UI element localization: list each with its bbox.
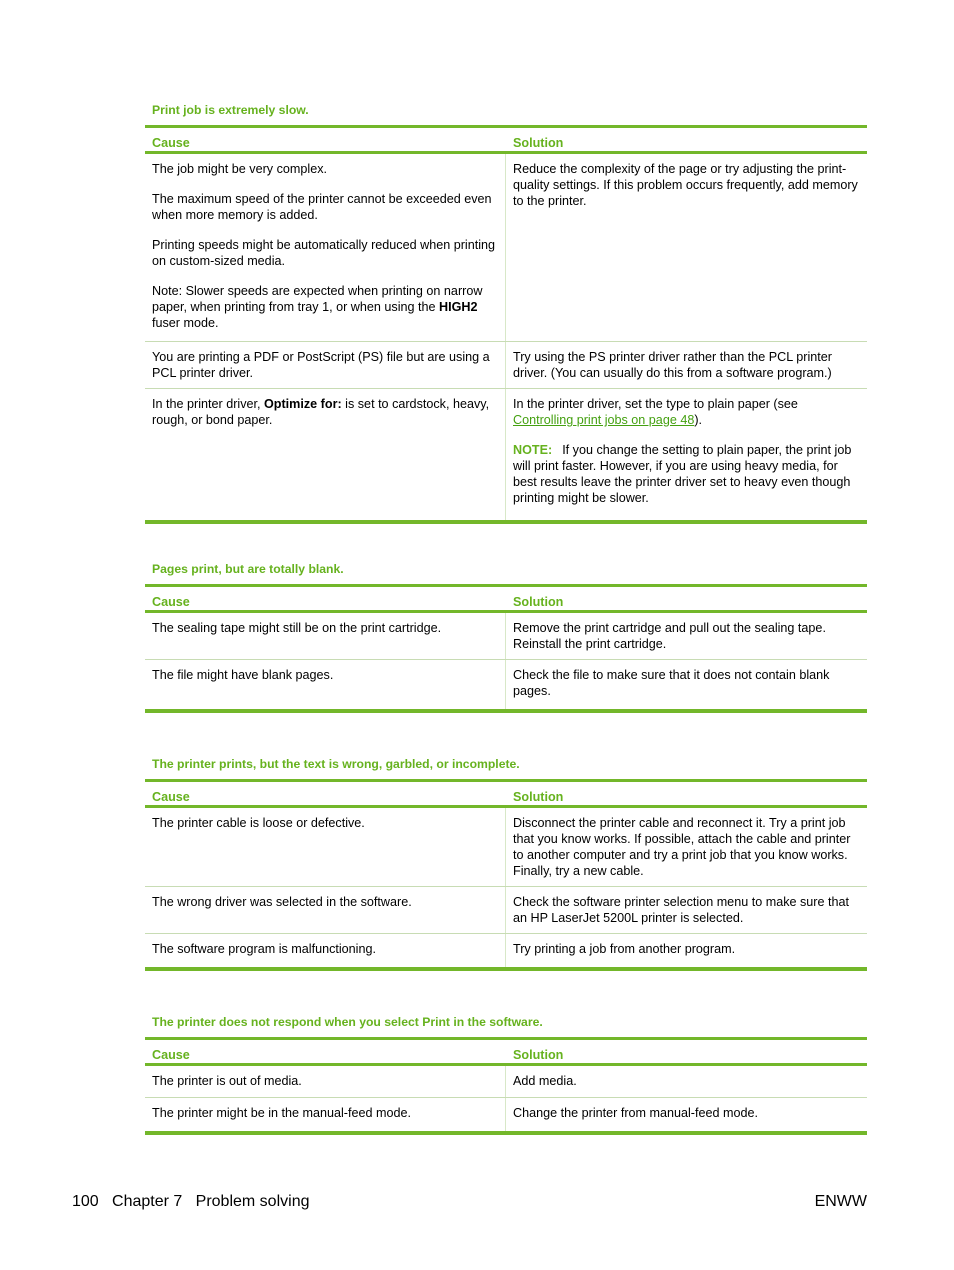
solution-text-end: ). bbox=[694, 413, 703, 427]
cause-note bbox=[152, 283, 499, 331]
cause-header: Cause bbox=[145, 782, 506, 805]
troubleshooting-table bbox=[145, 125, 867, 524]
cause-text: The wrong driver was selected in the software. bbox=[152, 895, 412, 909]
solution-text: Remove the print cartridge and pull out the sealing tape. Reinstall the print cartridge. bbox=[513, 621, 826, 651]
cause-text: The file might have blank pages. bbox=[152, 668, 334, 682]
table-caption: The printer prints, but the text is wrong, garbled, or incomplete. bbox=[152, 757, 520, 771]
cause-text: The maximum speed of the printer cannot be exceeded even when more memory is added. bbox=[152, 192, 492, 222]
solution-header: Solution bbox=[513, 595, 564, 609]
cause-text-start: In the printer driver, bbox=[152, 397, 264, 411]
table-row bbox=[145, 1098, 867, 1135]
section-garbled-text bbox=[145, 757, 867, 956]
solution-cell bbox=[506, 808, 867, 886]
troubleshooting-table bbox=[145, 584, 867, 713]
solution-text: Try printing a job from another program. bbox=[513, 942, 736, 956]
solution-text bbox=[513, 396, 861, 428]
table-header bbox=[145, 1037, 867, 1066]
solution-header: Solution bbox=[513, 1048, 564, 1062]
table-row bbox=[145, 389, 867, 524]
solution-cell bbox=[506, 934, 867, 967]
cause-text: Printing speeds might be automatically reduced when printing on custom-sized media. bbox=[152, 238, 496, 268]
table-header bbox=[145, 125, 867, 154]
table-row bbox=[145, 1066, 867, 1098]
section-blank-pages bbox=[145, 562, 867, 698]
solution-cell bbox=[506, 1066, 867, 1097]
solution-cell bbox=[506, 389, 867, 520]
table-caption: Pages print, but are totally blank. bbox=[152, 562, 344, 576]
solution-cell bbox=[506, 154, 867, 341]
solution-text: Reduce the complexity of the page or try adjusting the print-quality settings. If this problem occurs frequently, add memory to the printer. bbox=[513, 162, 858, 208]
section-slow-print bbox=[145, 103, 867, 505]
troubleshooting-table bbox=[145, 1037, 867, 1135]
controlling-print-jobs-link[interactable]: Controlling print jobs on page 48 bbox=[513, 413, 695, 427]
chapter-label: Chapter 7 bbox=[112, 1193, 183, 1210]
cause-note-bold: HIGH2 bbox=[439, 300, 478, 314]
table-row bbox=[145, 660, 867, 713]
chapter-title: Problem solving bbox=[195, 1193, 310, 1210]
note-text: If you change the setting to plain paper, the print job will print faster. However, if you are using heavy media, for best results leave the printer driver set to heavy even though printing might be slower. bbox=[513, 443, 852, 505]
solution-header: Solution bbox=[513, 136, 564, 150]
cause-option-name: Optimize for: bbox=[264, 397, 342, 411]
cause-cell bbox=[145, 887, 506, 933]
note bbox=[513, 442, 861, 506]
cause-text: The printer is out of media. bbox=[152, 1074, 302, 1088]
table-caption: The printer does not respond when you select Print in the software. bbox=[152, 1015, 543, 1029]
cause-cell bbox=[145, 934, 506, 967]
table-header bbox=[145, 584, 867, 613]
troubleshooting-table bbox=[145, 779, 867, 971]
cause-header: Cause bbox=[145, 1040, 506, 1063]
cause-text: You are printing a PDF or PostScript (PS) file but are using a PCL printer driver. bbox=[152, 350, 490, 380]
solution-text: Add media. bbox=[513, 1074, 577, 1088]
cause-cell bbox=[145, 154, 506, 341]
solution-cell bbox=[506, 613, 867, 659]
cause-text: The job might be very complex. bbox=[152, 162, 327, 176]
table-row bbox=[145, 808, 867, 887]
cause-text: The printer cable is loose or defective. bbox=[152, 816, 365, 830]
page-number: 100 bbox=[72, 1193, 99, 1210]
page-footer-right: ENWW bbox=[814, 1193, 867, 1210]
solution-text: Try using the PS printer driver rather than the PCL printer driver. (You can usually do this from a software program.) bbox=[513, 350, 832, 380]
cause-text: The printer might be in the manual-feed mode. bbox=[152, 1106, 412, 1120]
cause-cell bbox=[145, 389, 506, 520]
solution-text: Check the file to make sure that it does not contain blank pages. bbox=[513, 668, 830, 698]
cause-text: The software program is malfunctioning. bbox=[152, 942, 376, 956]
cause-text bbox=[152, 396, 499, 428]
cause-cell bbox=[145, 1098, 506, 1131]
table-row bbox=[145, 934, 867, 971]
cause-header: Cause bbox=[145, 128, 506, 151]
cause-cell bbox=[145, 613, 506, 659]
solution-cell bbox=[506, 342, 867, 388]
page-footer-left bbox=[72, 1192, 309, 1212]
table-row bbox=[145, 342, 867, 389]
solution-cell bbox=[506, 1098, 867, 1131]
section-no-response bbox=[145, 1015, 867, 1120]
cause-cell bbox=[145, 1066, 506, 1097]
cause-header: Cause bbox=[145, 587, 506, 610]
table-row bbox=[145, 887, 867, 934]
cause-text-end: is set to cardstock, heavy, rough, or bond paper. bbox=[152, 397, 490, 427]
solution-text: Disconnect the printer cable and reconnect it. Try a print job that you know works. If possible, attach the cable and printer to another computer and try a print job that you know works. Finally, try a new cable. bbox=[513, 816, 851, 878]
note-label: NOTE: bbox=[513, 443, 553, 457]
solution-text: Change the printer from manual-feed mode. bbox=[513, 1106, 759, 1120]
cause-cell bbox=[145, 808, 506, 886]
cause-text: The sealing tape might still be on the print cartridge. bbox=[152, 621, 442, 635]
solution-cell bbox=[506, 887, 867, 933]
cause-note-text: Note: Slower speeds are expected when printing on narrow paper, when printing from tray 1, or when using the bbox=[152, 284, 483, 314]
cause-note-text-end: fuser mode. bbox=[152, 316, 219, 330]
cause-cell bbox=[145, 342, 506, 388]
table-caption: Print job is extremely slow. bbox=[152, 103, 309, 117]
solution-text-start: In the printer driver, set the type to plain paper (see bbox=[513, 397, 798, 411]
table-header bbox=[145, 779, 867, 808]
cause-cell bbox=[145, 660, 506, 709]
table-row bbox=[145, 154, 867, 342]
solution-text: Check the software printer selection menu to make sure that an HP LaserJet 5200L printer is selected. bbox=[513, 895, 849, 925]
solution-cell bbox=[506, 660, 867, 709]
solution-header: Solution bbox=[513, 790, 564, 804]
table-row bbox=[145, 613, 867, 660]
